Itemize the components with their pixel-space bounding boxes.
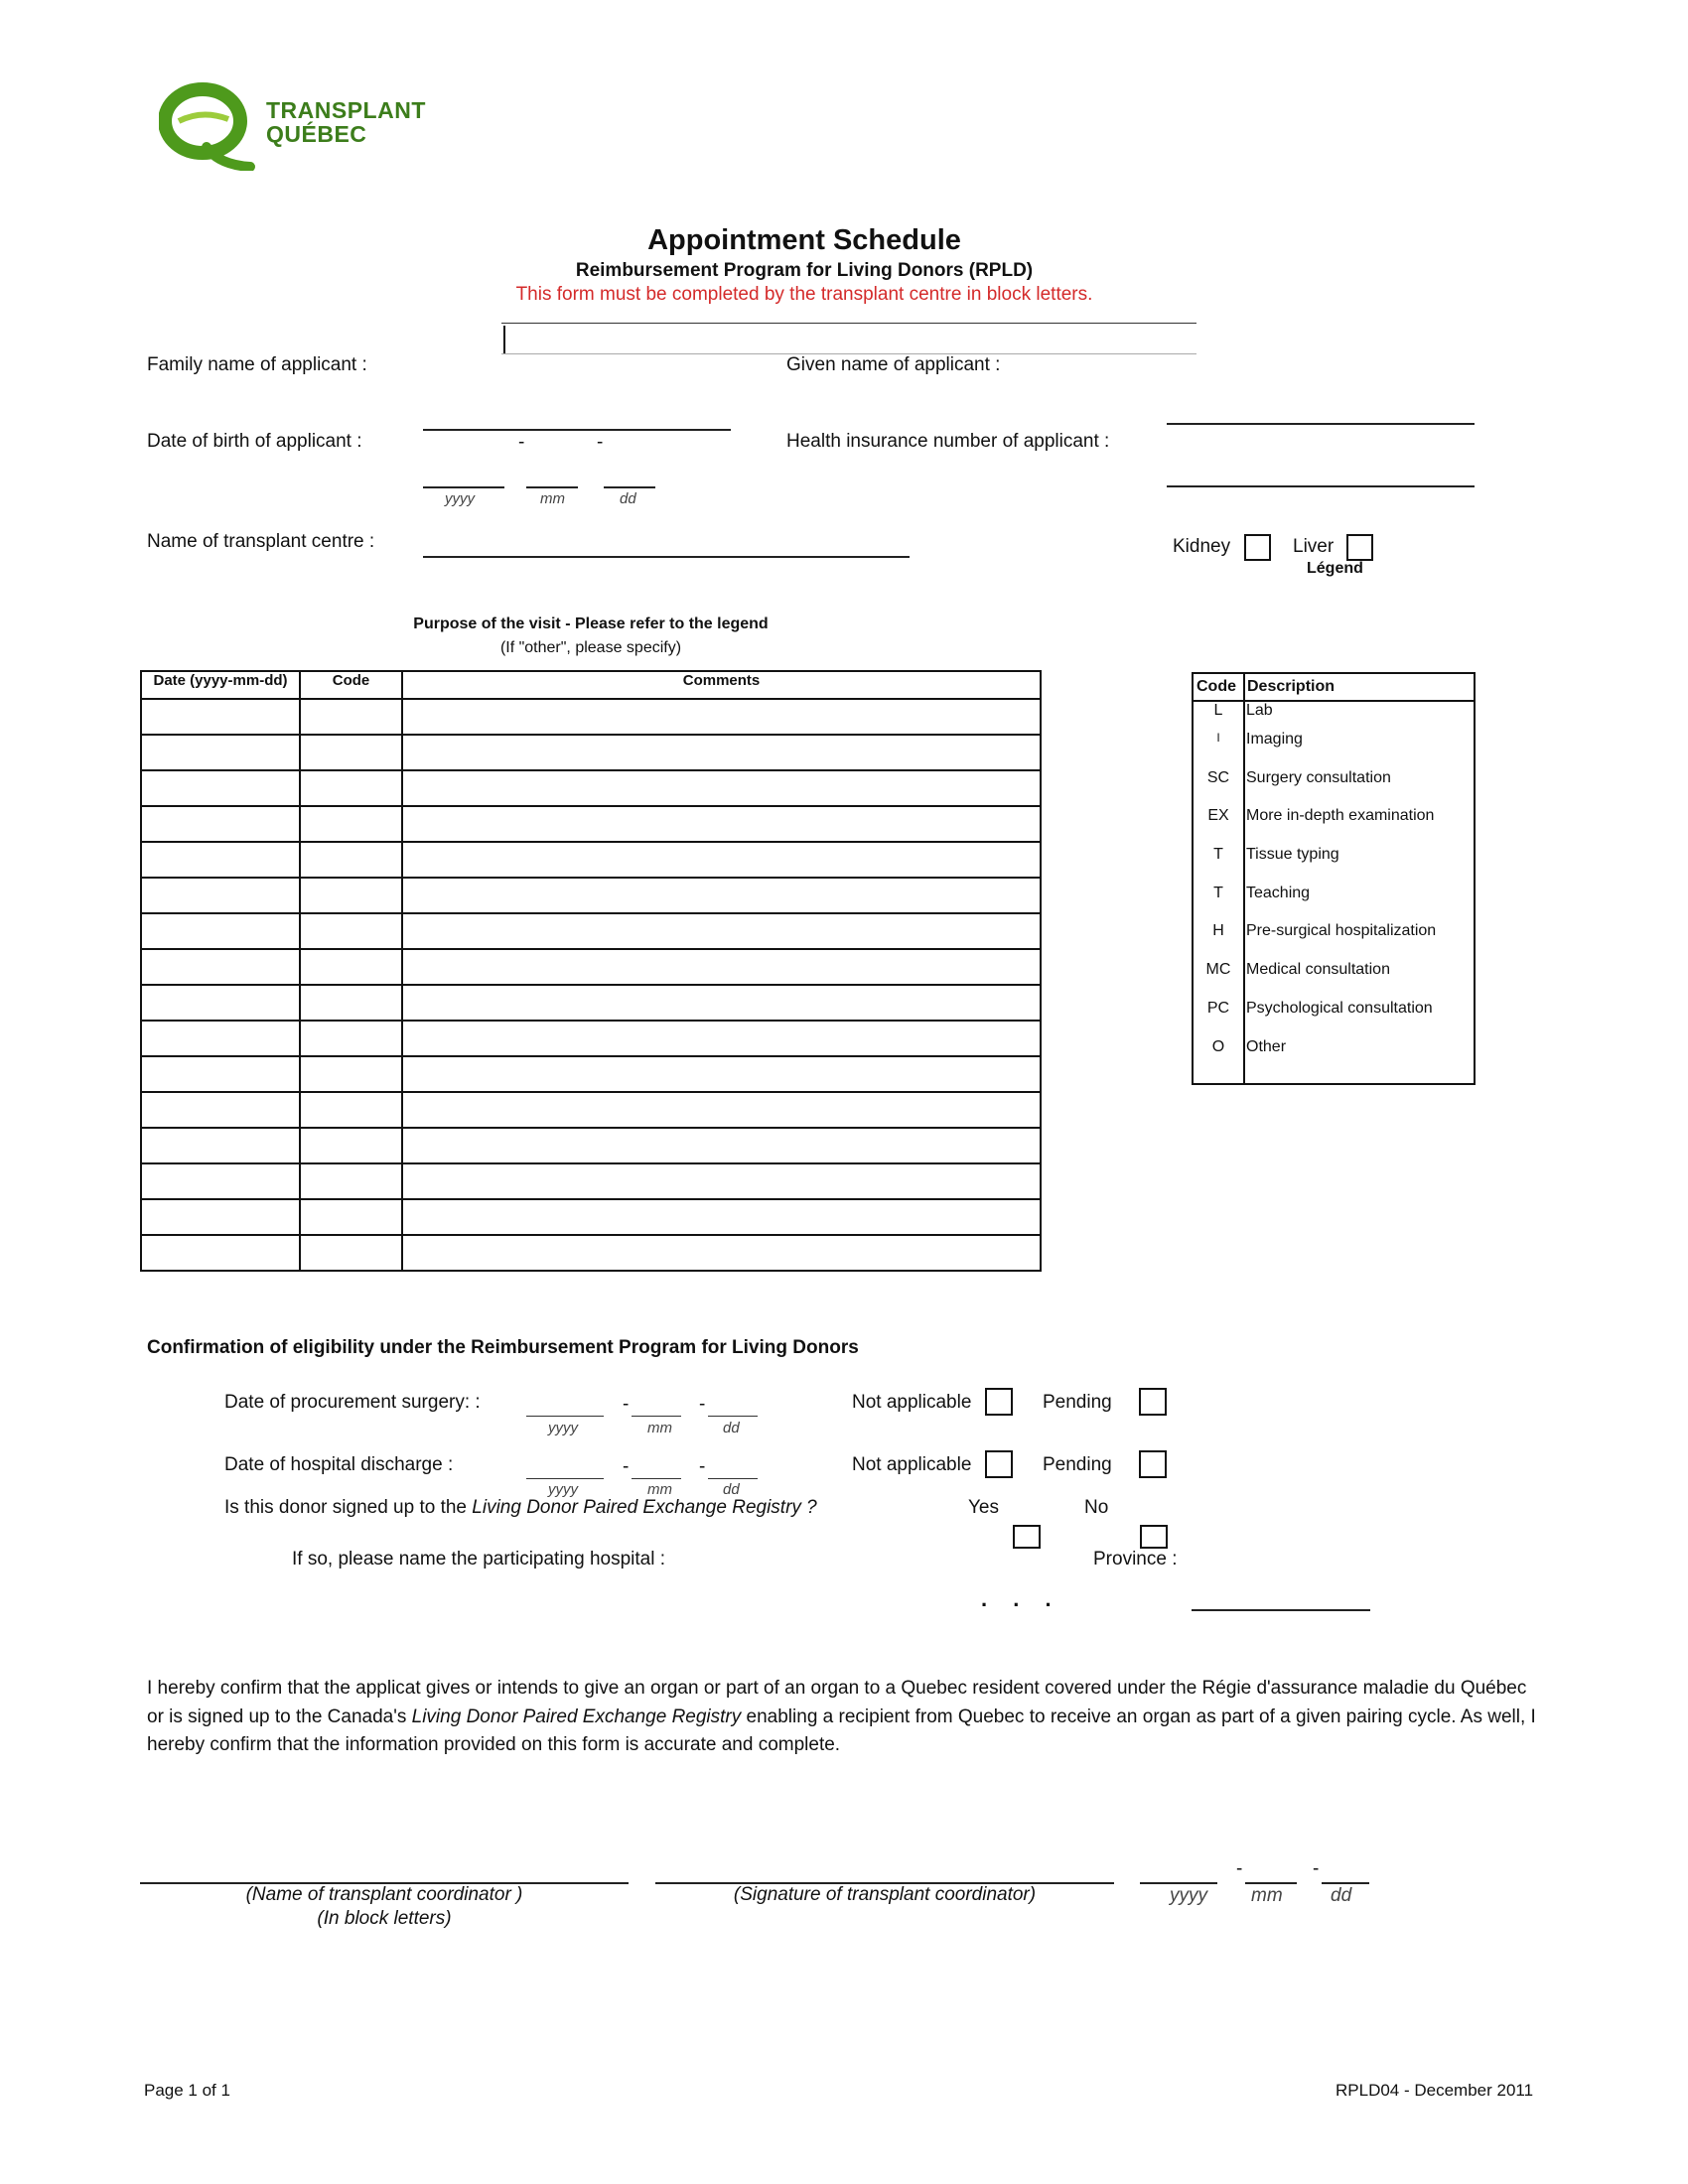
page-number: Page 1 of 1 (144, 2081, 230, 2100)
procurement-year-line[interactable] (526, 1416, 604, 1417)
visit-date-cell[interactable] (141, 735, 300, 770)
visit-date-cell[interactable] (141, 806, 300, 842)
legend-code: H (1193, 912, 1244, 951)
legend-row (1193, 990, 1475, 1028)
visit-date-cell[interactable] (141, 1056, 300, 1092)
visit-date-cell[interactable] (141, 1021, 300, 1056)
health-number-line-2[interactable] (1167, 485, 1475, 487)
visit-date-cell[interactable] (141, 985, 300, 1021)
legend-description: Teaching (1246, 884, 1311, 901)
declaration-text-italic: Living Donor Paired Exchange Registry (411, 1706, 742, 1727)
liver-label: Liver (1293, 536, 1335, 557)
visit-comments-cell[interactable] (402, 985, 1041, 1021)
legend-description: More in-depth examination (1246, 807, 1435, 825)
procurement-dd-hint: dd (723, 1420, 740, 1436)
discharge-not-applicable-label: Not applicable (852, 1454, 972, 1475)
visit-comments-cell[interactable] (402, 699, 1041, 735)
visit-comments-cell[interactable] (402, 1021, 1041, 1056)
visit-date-cell[interactable] (141, 1128, 300, 1163)
visit-date-cell[interactable] (141, 1163, 300, 1199)
signature-date-sep-1: - (1236, 1858, 1243, 1879)
visit-row (141, 1092, 1041, 1128)
legend-code: T (1193, 875, 1244, 913)
legend-row (1193, 759, 1475, 798)
legend-description: Lab (1246, 702, 1273, 719)
visit-date-cell[interactable] (141, 1092, 300, 1128)
legend-row (1193, 875, 1475, 913)
legend-row (1193, 951, 1475, 990)
province-label: Province : (1093, 1549, 1178, 1570)
visit-comments-cell[interactable] (402, 770, 1041, 806)
visit-row (141, 735, 1041, 770)
dob-year-line[interactable] (423, 486, 504, 488)
visit-row (141, 699, 1041, 735)
legend-description: Other (1246, 1037, 1287, 1055)
legend-table (1192, 672, 1476, 1085)
visits-table-header (141, 671, 1041, 699)
health-number-label: Health insurance number of applicant : (786, 431, 1110, 452)
visit-code-cell[interactable] (300, 1056, 402, 1092)
visit-comments-cell[interactable] (402, 1056, 1041, 1092)
registry-question-italic: Living Donor Paired Exchange Registry ? (472, 1497, 817, 1518)
legend-header (1193, 673, 1475, 701)
visit-comments-cell[interactable] (402, 1092, 1041, 1128)
visit-code-cell[interactable] (300, 735, 402, 770)
given-name-label: Given name of applicant : (786, 354, 1001, 375)
legend-description: Medical consultation (1246, 961, 1390, 979)
discharge-not-applicable-checkbox[interactable] (985, 1450, 1013, 1478)
visit-comments-cell[interactable] (402, 806, 1041, 842)
logo-text-line2: QUÉBEC (266, 121, 367, 147)
visit-row (141, 1163, 1041, 1199)
procurement-not-applicable-label: Not applicable (852, 1392, 972, 1413)
visit-code-cell[interactable] (300, 1092, 402, 1128)
dob-yyyy-hint: yyyy (445, 490, 475, 507)
visit-code-cell[interactable] (300, 1235, 402, 1271)
visit-row (141, 913, 1041, 949)
legend-description: Pre-surgical hospitalization (1246, 922, 1437, 940)
block-letters-caption: (In block letters) (317, 1908, 452, 1929)
discharge-date-label: Date of hospital discharge : (224, 1454, 454, 1475)
visit-code-cell[interactable] (300, 1021, 402, 1056)
purpose-subheading: (If "other", please specify) (499, 639, 682, 656)
legend-description: Surgery consultation (1246, 768, 1391, 786)
discharge-pending-checkbox[interactable] (1139, 1450, 1167, 1478)
dob-mm-hint: mm (540, 490, 565, 507)
visit-date-cell[interactable] (141, 949, 300, 985)
procurement-not-applicable-checkbox[interactable] (985, 1388, 1013, 1416)
visit-code-cell[interactable] (300, 1199, 402, 1235)
signature-mm-hint: mm (1251, 1885, 1283, 1906)
procurement-mm-hint: mm (647, 1420, 672, 1436)
dob-separator-1: - (518, 432, 525, 453)
procurement-yyyy-hint: yyyy (548, 1420, 578, 1436)
province-input-line[interactable] (1192, 1609, 1370, 1611)
page-subtitle: Reimbursement Program for Living Donors (RPLD) (575, 260, 1034, 281)
visit-row (141, 842, 1041, 878)
legend-code: I (1193, 721, 1244, 759)
legend-row (1193, 721, 1475, 759)
legend-code: T (1193, 836, 1244, 875)
legend-row (1193, 912, 1475, 951)
declaration-text-2: enabling a recipient from Quebec to receive an organ as part of a given pairing cycle. As well, I hereby confirm that the information provided on this form is accurate and complete. (147, 1706, 1536, 1755)
visit-date-cell[interactable] (141, 1199, 300, 1235)
transplant-quebec-logo (159, 81, 426, 171)
registry-question-text: Is this donor signed up to the (224, 1497, 473, 1518)
visit-code-cell[interactable] (300, 949, 402, 985)
visit-row (141, 806, 1041, 842)
legend-code: EX (1193, 797, 1244, 836)
visit-row (141, 1021, 1041, 1056)
header-date: Date (yyyy-mm-dd) (141, 671, 300, 699)
visits-table (140, 670, 1042, 1272)
coordinator-signature-caption: (Signature of transplant coordinator) (733, 1884, 1037, 1905)
visit-code-cell[interactable] (300, 985, 402, 1021)
visit-code-cell[interactable] (300, 699, 402, 735)
procurement-sep-2: - (699, 1394, 706, 1415)
signature-day-line[interactable] (1322, 1882, 1369, 1884)
coordinator-name-caption: (Name of transplant coordinator ) (245, 1884, 523, 1905)
visit-code-cell[interactable] (300, 806, 402, 842)
visit-date-cell[interactable] (141, 842, 300, 878)
procurement-pending-checkbox[interactable] (1139, 1388, 1167, 1416)
visit-row (141, 878, 1041, 913)
page-title: Appointment Schedule (647, 224, 961, 256)
eligibility-heading: Confirmation of eligibility under the Reimbursement Program for Living Donors (147, 1337, 859, 1358)
legend-description: Imaging (1246, 731, 1303, 748)
procurement-month-line[interactable] (632, 1416, 681, 1417)
visit-date-cell[interactable] (141, 699, 300, 735)
declaration-text-1: I hereby confirm that the applicat gives or intends to give an organ or part of an organ to a Quebec resident covered under the Régie d'assurance maladie du Québec or is signed up to the Canada's (147, 1678, 1527, 1727)
visit-row (141, 1199, 1041, 1235)
visit-row (141, 770, 1041, 806)
registry-yes-label: Yes (968, 1497, 999, 1518)
legend-description: Tissue typing (1246, 846, 1339, 864)
registry-no-checkbox[interactable] (1140, 1525, 1168, 1549)
signature-dd-hint: dd (1331, 1885, 1352, 1906)
legend-spacer-row (1193, 1066, 1475, 1084)
visit-comments-cell[interactable] (402, 1128, 1041, 1163)
discharge-sep-2: - (699, 1456, 706, 1477)
visit-code-cell[interactable] (300, 770, 402, 806)
visit-date-cell[interactable] (141, 878, 300, 913)
signature-month-line[interactable] (1245, 1882, 1297, 1884)
q-logo-icon (159, 81, 258, 171)
transplant-centre-label: Name of transplant centre : (147, 531, 375, 552)
visit-comments-cell[interactable] (402, 913, 1041, 949)
dob-day-line[interactable] (604, 486, 655, 488)
discharge-sep-1: - (623, 1456, 630, 1477)
health-number-line-1[interactable] (1167, 423, 1475, 425)
transplant-centre-input-line[interactable] (423, 556, 910, 558)
registry-no-label: No (1084, 1497, 1109, 1518)
legend-description: Psychological consultation (1246, 999, 1433, 1017)
dob-label: Date of birth of applicant : (147, 431, 362, 452)
participating-hospital-label: If so, please name the participating hospital : (292, 1549, 666, 1570)
family-name-label: Family name of applicant : (147, 354, 367, 375)
declaration-paragraph (147, 1675, 1537, 1760)
liver-checkbox[interactable] (1346, 534, 1373, 561)
legend-row (1193, 797, 1475, 836)
procurement-date-label: Date of procurement surgery: : (224, 1392, 481, 1413)
discharge-day-line[interactable] (708, 1478, 758, 1479)
legend-header-description: Description (1247, 678, 1336, 695)
visit-code-cell[interactable] (300, 1163, 402, 1199)
discharge-yyyy-hint: yyyy (548, 1481, 578, 1498)
visit-code-cell[interactable] (300, 842, 402, 878)
visit-date-cell[interactable] (141, 770, 300, 806)
visit-comments-cell[interactable] (402, 878, 1041, 913)
visit-code-cell[interactable] (300, 913, 402, 949)
visit-comments-cell[interactable] (402, 949, 1041, 985)
dob-month-line[interactable] (526, 486, 578, 488)
discharge-pending-label: Pending (1043, 1454, 1112, 1475)
discharge-month-line[interactable] (632, 1478, 681, 1479)
discharge-mm-hint: mm (647, 1481, 672, 1498)
signature-year-line[interactable] (1140, 1882, 1217, 1884)
visit-row (141, 1235, 1041, 1271)
legend-row (1193, 836, 1475, 875)
visit-date-cell[interactable] (141, 913, 300, 949)
registry-question (224, 1497, 817, 1519)
visit-row (141, 985, 1041, 1021)
visit-comments-cell[interactable] (402, 735, 1041, 770)
hospital-dots: . . . (981, 1586, 1061, 1611)
form-code: RPLD04 - December 2011 (1336, 2081, 1534, 2100)
visit-comments-cell[interactable] (402, 1235, 1041, 1271)
signature-yyyy-hint: yyyy (1170, 1885, 1207, 1906)
logo-text-line1: TRANSPLANT (266, 97, 426, 123)
procurement-day-line[interactable] (708, 1416, 758, 1417)
header-code: Code (300, 671, 402, 699)
visit-comments-cell[interactable] (402, 842, 1041, 878)
legend-code: L (1193, 701, 1244, 721)
dob-separator-2: - (597, 432, 604, 453)
legend-spacer-cell (1193, 1066, 1244, 1084)
visit-row (141, 1056, 1041, 1092)
visit-row (141, 1128, 1041, 1163)
text-cursor (503, 326, 505, 353)
legend-spacer-cell (1244, 1066, 1475, 1084)
kidney-checkbox[interactable] (1244, 534, 1271, 561)
dob-input-line[interactable] (423, 429, 731, 431)
dob-dd-hint: dd (620, 490, 636, 507)
purpose-heading: Purpose of the visit - Please refer to the legend (413, 615, 769, 632)
legend-code: MC (1193, 951, 1244, 990)
legend-code: SC (1193, 759, 1244, 798)
discharge-year-line[interactable] (526, 1478, 604, 1479)
visit-date-cell[interactable] (141, 1235, 300, 1271)
family-name-input[interactable] (501, 323, 1196, 354)
procurement-pending-label: Pending (1043, 1392, 1112, 1413)
completion-notice: This form must be completed by the transplant centre in block letters. (515, 284, 1093, 305)
procurement-sep-1: - (623, 1394, 630, 1415)
visit-comments-cell[interactable] (402, 1199, 1041, 1235)
legend-header-code: Code (1193, 673, 1244, 701)
signature-date-sep-2: - (1313, 1858, 1320, 1879)
visit-comments-cell[interactable] (402, 1163, 1041, 1199)
visit-row (141, 949, 1041, 985)
legend-code: PC (1193, 990, 1244, 1028)
legend-row (1193, 1028, 1475, 1067)
legend-row (1193, 701, 1475, 721)
kidney-label: Kidney (1173, 536, 1231, 557)
header-comments: Comments (402, 671, 1041, 699)
discharge-dd-hint: dd (723, 1481, 740, 1498)
legend-code: O (1193, 1028, 1244, 1067)
registry-yes-checkbox[interactable] (1013, 1525, 1041, 1549)
visit-code-cell[interactable] (300, 878, 402, 913)
legend-title: Légend (1307, 560, 1363, 577)
visit-code-cell[interactable] (300, 1128, 402, 1163)
